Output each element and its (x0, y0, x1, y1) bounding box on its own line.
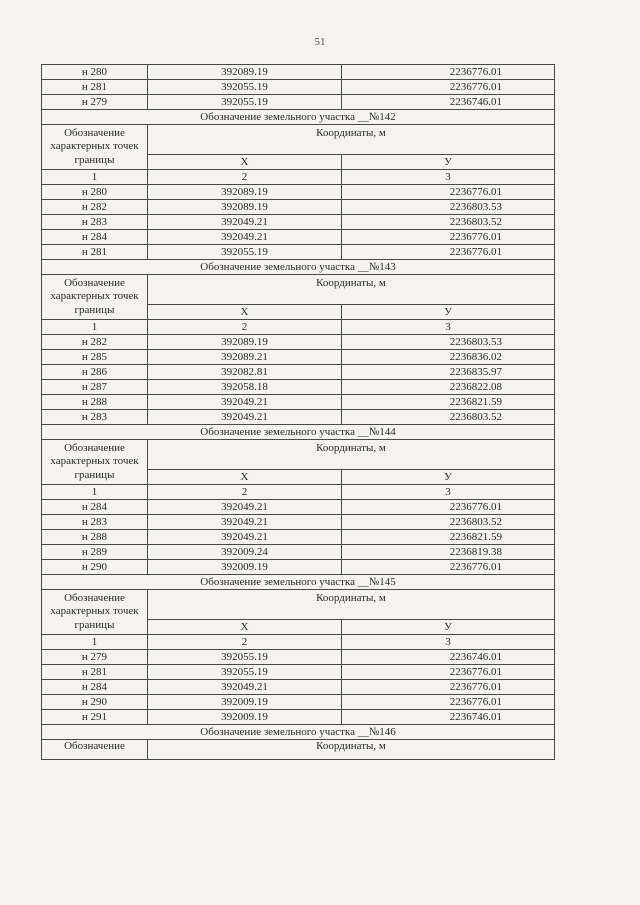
point-label-header: Обозначение характерных точек границы (42, 275, 148, 320)
table-row (42, 500, 555, 515)
point-cell: н 280 (42, 185, 148, 200)
table-row (42, 410, 555, 425)
y-cell: 2236776.01 (342, 680, 555, 695)
table-row (42, 95, 555, 110)
parcel-caption-row (42, 110, 555, 125)
x-cell: 392009.19 (148, 695, 342, 710)
table-row (42, 515, 555, 530)
y-header: У (342, 305, 555, 320)
y-cell: 2236803.53 (342, 200, 555, 215)
table-row (42, 545, 555, 560)
point-cell: н 285 (42, 350, 148, 365)
point-cell: н 288 (42, 395, 148, 410)
y-cell: 2236776.01 (342, 185, 555, 200)
coords-header: Координаты, м (148, 590, 555, 620)
point-cell: н 279 (42, 650, 148, 665)
parcel-caption: Обозначение земельного участка __№146 (42, 725, 555, 740)
parcel-caption: Обозначение земельного участка __№144 (42, 425, 555, 440)
point-cell: н 284 (42, 680, 148, 695)
y-cell: 2236803.53 (342, 335, 555, 350)
y-cell: 2236776.01 (342, 245, 555, 260)
y-cell: 2236803.52 (342, 215, 555, 230)
y-cell: 2236746.01 (342, 650, 555, 665)
y-cell: 2236822.08 (342, 380, 555, 395)
point-cell: н 287 (42, 380, 148, 395)
y-cell: 2236776.01 (342, 230, 555, 245)
point-cell: н 279 (42, 95, 148, 110)
parcel-caption-row (42, 425, 555, 440)
table-row (42, 380, 555, 395)
col-number: 1 (42, 635, 148, 650)
col-number: 3 (342, 635, 555, 650)
point-cell: н 281 (42, 245, 148, 260)
table-row (42, 80, 555, 95)
coords-header: Координаты, м (148, 275, 555, 305)
y-cell: 2236803.52 (342, 515, 555, 530)
col-number: 1 (42, 170, 148, 185)
x-cell: 392049.21 (148, 500, 342, 515)
point-label-header: Обозначение характерных точек границы (42, 440, 148, 485)
table-row (42, 560, 555, 575)
x-cell: 392089.19 (148, 200, 342, 215)
table-row (42, 350, 555, 365)
point-cell: н 283 (42, 515, 148, 530)
point-cell: н 283 (42, 215, 148, 230)
table-row (42, 395, 555, 410)
y-cell: 2236776.01 (342, 80, 555, 95)
table-row (42, 230, 555, 245)
point-label-header: Обозначение характерных точек границы (42, 590, 148, 635)
x-header: Х (148, 470, 342, 485)
x-cell: 392009.19 (148, 560, 342, 575)
table-row (42, 530, 555, 545)
table-row (42, 215, 555, 230)
x-cell: 392009.19 (148, 710, 342, 725)
col-number: 3 (342, 320, 555, 335)
x-cell: 392049.21 (148, 230, 342, 245)
point-cell: н 290 (42, 560, 148, 575)
col-number: 2 (148, 320, 342, 335)
y-header: У (342, 470, 555, 485)
y-cell: 2236821.59 (342, 530, 555, 545)
header-row (42, 740, 555, 760)
table-row (42, 335, 555, 350)
table-row (42, 695, 555, 710)
y-cell: 2236776.01 (342, 560, 555, 575)
table-row (42, 665, 555, 680)
col-number: 1 (42, 320, 148, 335)
y-cell: 2236776.01 (342, 695, 555, 710)
y-cell: 2236836.02 (342, 350, 555, 365)
col-number: 2 (148, 485, 342, 500)
x-cell: 392089.19 (148, 335, 342, 350)
parcel-caption-row (42, 260, 555, 275)
y-cell: 2236776.01 (342, 500, 555, 515)
x-cell: 392089.21 (148, 350, 342, 365)
x-header: Х (148, 155, 342, 170)
header-row (42, 275, 555, 305)
col-number: 3 (342, 170, 555, 185)
y-cell: 2236776.01 (342, 65, 555, 80)
point-cell: н 290 (42, 695, 148, 710)
x-cell: 392089.19 (148, 65, 342, 80)
x-cell: 392049.21 (148, 530, 342, 545)
table-row (42, 65, 555, 80)
table-row (42, 710, 555, 725)
point-cell: н 280 (42, 65, 148, 80)
y-cell: 2236803.52 (342, 410, 555, 425)
point-cell: н 281 (42, 80, 148, 95)
point-cell: н 283 (42, 410, 148, 425)
y-header: У (342, 620, 555, 635)
table-row (42, 200, 555, 215)
point-cell: н 288 (42, 530, 148, 545)
y-cell: 2236819.38 (342, 545, 555, 560)
y-cell: 2236746.01 (342, 710, 555, 725)
x-header: Х (148, 620, 342, 635)
table-row (42, 650, 555, 665)
col-number: 2 (148, 170, 342, 185)
parcel-caption-row (42, 575, 555, 590)
point-cell: н 282 (42, 200, 148, 215)
x-cell: 392082.81 (148, 365, 342, 380)
header-row (42, 440, 555, 470)
x-cell: 392055.19 (148, 95, 342, 110)
x-cell: 392049.21 (148, 515, 342, 530)
column-number-row (42, 320, 555, 335)
x-cell: 392049.21 (148, 395, 342, 410)
coordinates-table (41, 64, 555, 760)
header-row (42, 590, 555, 620)
table-row (42, 185, 555, 200)
x-cell: 392009.24 (148, 545, 342, 560)
x-cell: 392049.21 (148, 215, 342, 230)
table-row (42, 680, 555, 695)
column-number-row (42, 635, 555, 650)
y-cell: 2236821.59 (342, 395, 555, 410)
parcel-caption-row (42, 725, 555, 740)
point-cell: н 282 (42, 335, 148, 350)
page-number: 51 (314, 36, 326, 48)
x-cell: 392055.19 (148, 245, 342, 260)
x-cell: 392055.19 (148, 650, 342, 665)
table-row (42, 245, 555, 260)
parcel-caption: Обозначение земельного участка __№142 (42, 110, 555, 125)
col-number: 3 (342, 485, 555, 500)
parcel-caption: Обозначение земельного участка __№145 (42, 575, 555, 590)
x-cell: 392055.19 (148, 665, 342, 680)
point-cell: н 289 (42, 545, 148, 560)
point-label-header: Обозначение (42, 740, 148, 760)
x-cell: 392049.21 (148, 680, 342, 695)
header-row (42, 125, 555, 155)
point-cell: н 286 (42, 365, 148, 380)
x-cell: 392049.21 (148, 410, 342, 425)
y-cell: 2236746.01 (342, 95, 555, 110)
column-number-row (42, 485, 555, 500)
coords-header: Координаты, м (148, 125, 555, 155)
column-number-row (42, 170, 555, 185)
x-header: Х (148, 305, 342, 320)
col-number: 2 (148, 635, 342, 650)
point-label-header: Обозначение характерных точек границы (42, 125, 148, 170)
coords-header: Координаты, м (148, 440, 555, 470)
parcel-caption: Обозначение земельного участка __№143 (42, 260, 555, 275)
y-header: У (342, 155, 555, 170)
y-cell: 2236776.01 (342, 665, 555, 680)
point-cell: н 291 (42, 710, 148, 725)
point-cell: н 281 (42, 665, 148, 680)
point-cell: н 284 (42, 500, 148, 515)
point-cell: н 284 (42, 230, 148, 245)
x-cell: 392089.19 (148, 185, 342, 200)
x-cell: 392058.18 (148, 380, 342, 395)
coords-header: Координаты, м (148, 740, 555, 760)
x-cell: 392055.19 (148, 80, 342, 95)
col-number: 1 (42, 485, 148, 500)
y-cell: 2236835.97 (342, 365, 555, 380)
table-row (42, 365, 555, 380)
